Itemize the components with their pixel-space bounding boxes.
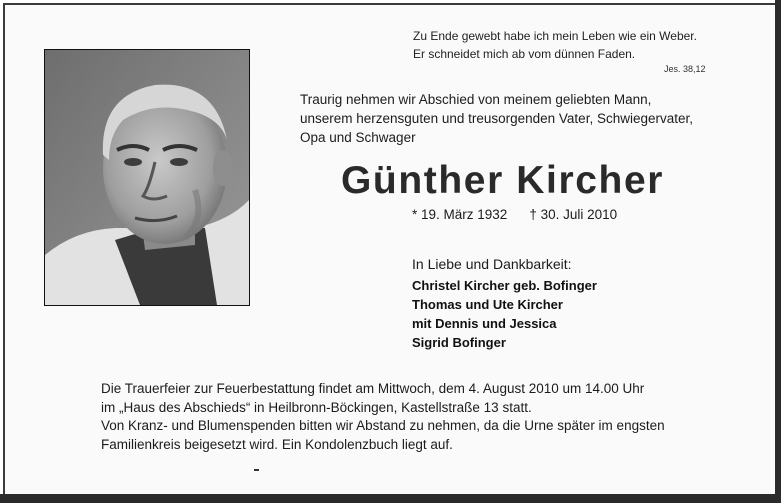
- scan-edge-bottom: [0, 494, 781, 503]
- mourner-name: mit Dennis und Jessica: [412, 316, 557, 331]
- quote-line: Er schneidet mich ab vom dünnen Faden.: [413, 47, 636, 61]
- mourners-heading: In Liebe und Dankbarkeit:: [412, 256, 572, 272]
- death-date: † 30. Juli 2010: [529, 207, 618, 222]
- intro-line: Opa und Schwager: [300, 130, 416, 145]
- funeral-notice: [101, 380, 665, 454]
- deceased-name: Günther Kircher: [341, 159, 665, 202]
- bible-quote: [413, 27, 697, 63]
- mourner-name: Christel Kircher geb. Bofinger: [412, 278, 597, 293]
- portrait-image: [45, 50, 249, 305]
- life-dates: [412, 207, 617, 222]
- notice-line: Von Kranz- und Blumenspenden bitten wir Abstand zu nehmen, da die Urne später im engsten: [101, 418, 665, 433]
- quote-line: Zu Ende gewebt habe ich mein Leben wie ein Weber.: [413, 29, 697, 43]
- mourner-name: Thomas und Ute Kircher: [412, 297, 563, 312]
- intro-line: unserem herzensguten und treusorgenden Vater, Schwiegervater,: [300, 111, 693, 126]
- mourner-name: Sigrid Bofinger: [412, 335, 506, 350]
- intro-line: Traurig nehmen wir Abschied von meinem geliebten Mann,: [300, 92, 652, 107]
- portrait-photo: [44, 49, 250, 306]
- notice-line: Die Trauerfeier zur Feuerbestattung findet am Mittwoch, dem 4. August 2010 um 14.00 Uhr: [101, 381, 645, 396]
- intro-text: [300, 90, 693, 147]
- print-mark: [254, 469, 259, 471]
- mourners-list: [412, 276, 597, 352]
- birth-date: * 19. März 1932: [412, 207, 508, 222]
- notice-line: Familienkreis beigesetzt wird. Ein Kondolenzbuch liegt auf.: [101, 436, 453, 452]
- notice-line: im „Haus des Abschieds“ in Heilbronn-Böckingen, Kastellstraße 13 statt.: [101, 399, 532, 415]
- scan-edge-right: [775, 0, 781, 503]
- quote-reference: Jes. 38,12: [664, 64, 706, 74]
